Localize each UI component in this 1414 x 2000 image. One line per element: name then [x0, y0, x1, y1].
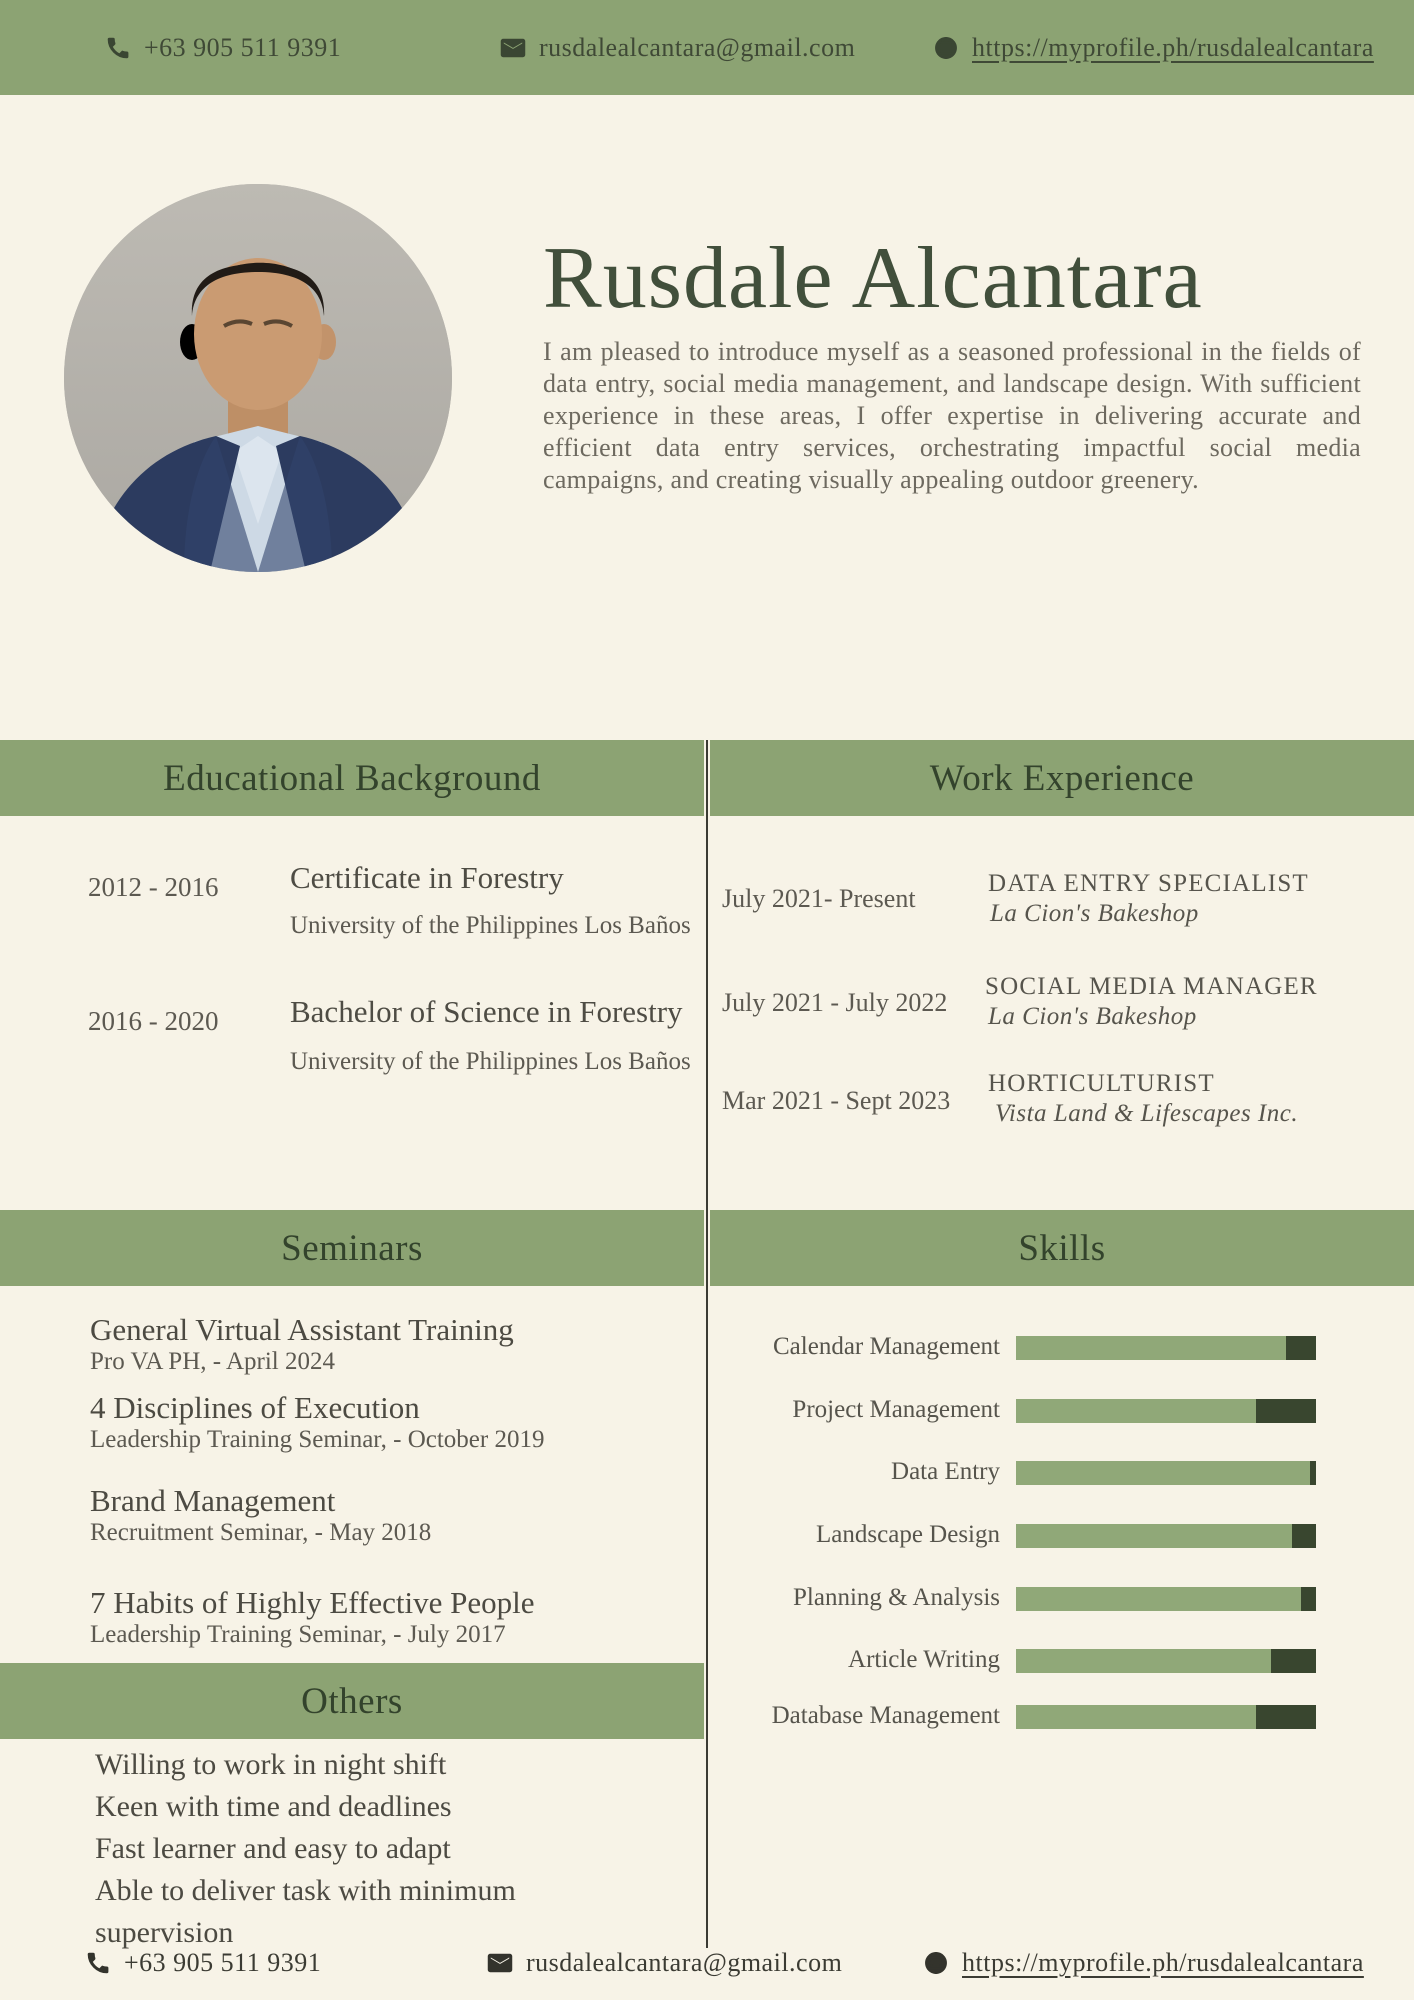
skill-row [0, 1333, 1414, 1363]
skill-label: Database Management [771, 1702, 1000, 1729]
others-item: Willing to work in night shift [95, 1748, 447, 1781]
skill-label: Landscape Design [816, 1521, 1000, 1548]
seminar-detail: Leadership Training Seminar, - October 2019 [90, 1426, 545, 1453]
email-contact [500, 0, 855, 95]
portrait-illustration [64, 184, 452, 572]
phone-contact [85, 1938, 321, 1988]
seminar-detail: Recruitment Seminar, - May 2018 [90, 1519, 432, 1546]
skill-bar-fill [1016, 1649, 1271, 1673]
skills-header-bar [710, 1210, 1414, 1286]
skill-label: Project Management [792, 1396, 1000, 1423]
skills-title: Skills [1018, 1227, 1106, 1269]
education-degree: Certificate in Forestry [290, 860, 564, 895]
seminar-name: General Virtual Assistant Training [90, 1312, 514, 1347]
work-header-bar [710, 740, 1414, 816]
skill-label: Planning & Analysis [793, 1584, 1000, 1611]
education-title: Educational Background [163, 757, 541, 799]
others-item: Fast learner and easy to adapt [95, 1832, 451, 1865]
top-contact-bar [0, 0, 1414, 95]
skill-label: Article Writing [848, 1646, 1000, 1673]
globe-icon [933, 35, 959, 61]
work-role: DATA ENTRY SPECIALIST [988, 870, 1309, 897]
seminar-detail: Pro VA PH, - April 2024 [90, 1348, 335, 1375]
skill-row [0, 1458, 1414, 1488]
phone-number: +63 905 511 9391 [144, 32, 342, 62]
website-link[interactable]: https://myprofile.ph/rusdalealcantara [972, 32, 1374, 62]
seminar-detail: Leadership Training Seminar, - July 2017 [90, 1621, 506, 1648]
profile-photo [64, 184, 452, 572]
work-role: SOCIAL MEDIA MANAGER [985, 973, 1318, 1000]
envelope-icon [487, 1950, 513, 1976]
phone-icon [85, 1950, 111, 1976]
others-item: Keen with time and deadlines [95, 1790, 452, 1823]
skill-bar-fill [1016, 1524, 1292, 1548]
work-company: La Cion's Bakeshop [988, 1003, 1197, 1030]
skill-bar [1016, 1705, 1316, 1729]
work-period: July 2021- Present [722, 884, 916, 913]
phone-number: +63 905 511 9391 [124, 1948, 322, 1977]
others-item: Able to deliver task with minimum supervision [95, 1874, 516, 1949]
seminars-title: Seminars [281, 1227, 423, 1269]
skill-bar-fill [1016, 1399, 1256, 1423]
seminar-name: Brand Management [90, 1483, 336, 1518]
skill-label: Calendar Management [773, 1333, 1000, 1360]
skill-bar-fill [1016, 1461, 1310, 1485]
education-school: University of the Philippines Los Baños [290, 912, 691, 939]
education-period: 2012 - 2016 [88, 872, 219, 902]
work-role: HORTICULTURIST [988, 1070, 1215, 1097]
skill-row [0, 1396, 1414, 1426]
seminars-header-bar [0, 1210, 704, 1286]
others-header-bar [0, 1663, 704, 1739]
seminar-name: 4 Disciplines of Execution [90, 1390, 420, 1425]
skill-bar [1016, 1524, 1316, 1548]
phone-contact [105, 0, 341, 95]
education-school: University of the Philippines Los Baños [290, 1048, 691, 1075]
work-company: La Cion's Bakeshop [990, 900, 1199, 927]
skill-bar-fill [1016, 1705, 1256, 1729]
others-title: Others [301, 1680, 403, 1722]
education-degree: Bachelor of Science in Forestry [290, 994, 683, 1029]
footer-contact-bar [0, 1938, 1414, 2000]
skill-bar [1016, 1461, 1316, 1485]
website-link[interactable]: https://myprofile.ph/rusdalealcantara [962, 1948, 1364, 1977]
education-header-bar [0, 740, 704, 816]
seminar-name: 7 Habits of Highly Effective People [90, 1585, 535, 1620]
email-address: rusdalealcantara@gmail.com [539, 32, 856, 62]
education-period: 2016 - 2020 [88, 1006, 219, 1036]
skill-bar-fill [1016, 1587, 1301, 1611]
skill-row [0, 1521, 1414, 1551]
work-period: July 2021 - July 2022 [722, 988, 948, 1017]
work-title: Work Experience [929, 757, 1195, 799]
profile-summary: I am pleased to introduce myself as a seasoned professional in the fields of data entry, social media management, and landscape design. With sufficient experience in these areas, I offer expertise in delivering accurate and efficient data entry services, orchestrating impactful social media campaigns, and creating visually appealing outdoor greenery. [543, 337, 1361, 494]
globe-icon [923, 1950, 949, 1976]
skill-bar [1016, 1336, 1316, 1360]
work-period: Mar 2021 - Sept 2023 [722, 1086, 951, 1115]
email-address: rusdalealcantara@gmail.com [526, 1948, 843, 1977]
skill-bar-fill [1016, 1336, 1286, 1360]
skill-bar [1016, 1587, 1316, 1611]
skill-bar [1016, 1649, 1316, 1673]
website-contact[interactable] [923, 1938, 1364, 1988]
skill-bar [1016, 1399, 1316, 1423]
others-list [95, 1744, 655, 1954]
skill-label: Data Entry [891, 1458, 1000, 1485]
skill-row [0, 1584, 1414, 1614]
person-name: Rusdale Alcantara [543, 230, 1203, 327]
work-company: Vista Land & Lifescapes Inc. [995, 1100, 1299, 1127]
envelope-icon [500, 35, 526, 61]
email-contact [487, 1938, 842, 1988]
website-contact[interactable] [933, 0, 1374, 95]
phone-icon [105, 35, 131, 61]
